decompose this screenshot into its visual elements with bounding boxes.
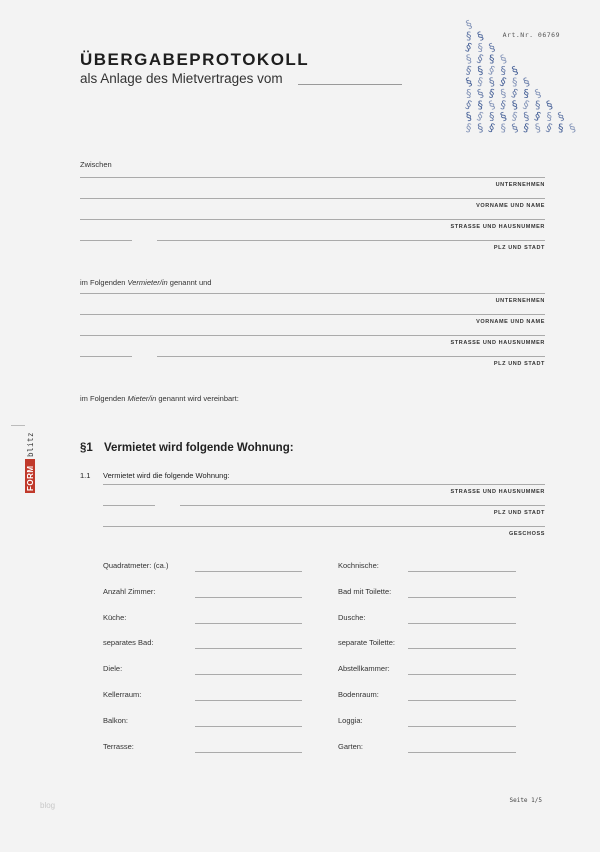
- paragraph-glyph: §: [464, 63, 473, 78]
- section-1-heading: [80, 442, 294, 454]
- paragraph-glyph: §: [546, 110, 552, 123]
- paragraph-glyph: §: [532, 86, 544, 101]
- paragraph-glyph: §: [486, 98, 498, 113]
- paragraph-glyph: §: [532, 109, 543, 124]
- feature-label-left: Küche:: [103, 612, 127, 622]
- section-1-title: Vermietet wird folgende Wohnung:: [104, 442, 294, 454]
- paragraph-glyph: §: [498, 109, 509, 124]
- paragraph-glyph: §: [543, 120, 555, 135]
- tenant-field-label: PLZ UND STADT: [493, 361, 545, 367]
- apartment-city-field[interactable]: [180, 505, 545, 506]
- feature-input-left-6[interactable]: [195, 726, 302, 727]
- feature-label-left: Anzahl Zimmer:: [103, 586, 156, 596]
- paragraph-logo-icon: [462, 16, 578, 136]
- apartment-field-0[interactable]: [103, 484, 545, 485]
- landlord-field-label: PLZ UND STADT: [493, 245, 545, 251]
- paragraph-glyph: §: [464, 52, 473, 66]
- paragraph-glyph: §: [510, 109, 519, 124]
- feature-input-right-2[interactable]: [408, 623, 516, 624]
- paragraph-glyph: §: [476, 63, 485, 78]
- tenant-field-label: VORNAME UND NAME: [476, 319, 545, 325]
- paragraph-glyph: §: [510, 98, 519, 112]
- feature-label-right: Bodenraum:: [338, 690, 379, 699]
- paragraph-glyph: §: [567, 121, 578, 136]
- paragraph-glyph: §: [474, 51, 486, 66]
- paragraph-glyph: §: [509, 121, 521, 136]
- paragraph-glyph: §: [466, 87, 472, 100]
- feature-input-left-0[interactable]: [195, 571, 302, 572]
- paragraph-glyph: §: [489, 52, 495, 66]
- between-label: Zwischen: [80, 160, 112, 169]
- tenant-city-field[interactable]: [157, 356, 545, 357]
- tenant-field-label: UNTERNEHMEN: [495, 298, 545, 304]
- feature-input-left-5[interactable]: [195, 700, 302, 701]
- paragraph-glyph: §: [463, 75, 475, 90]
- tenant-field-label: STRASSE UND HAUSNUMMER: [450, 340, 545, 346]
- feature-label-right: Dusche:: [338, 612, 366, 622]
- paragraph-glyph: §: [477, 41, 483, 54]
- paragraph-glyph: §: [487, 86, 496, 101]
- subsection-number: 1.1: [80, 471, 91, 480]
- feature-label-right: Abstellkammer:: [338, 664, 390, 674]
- feature-label-right: Bad mit Toilette:: [338, 586, 392, 596]
- subsection-text: Vermietet wird die folgende Wohnung:: [103, 471, 230, 480]
- paragraph-glyph: §: [500, 64, 506, 77]
- tenant-zip-field[interactable]: [80, 356, 132, 357]
- paragraph-glyph: §: [466, 29, 472, 43]
- paragraph-glyph: §: [500, 121, 506, 135]
- feature-label-left: Terrasse:: [103, 741, 134, 751]
- paragraph-glyph: §: [523, 87, 529, 100]
- paragraph-glyph: §: [486, 63, 497, 78]
- feature-input-right-5[interactable]: [408, 700, 516, 701]
- paragraph-glyph: §: [512, 75, 518, 89]
- apartment-field-label: STRASSE UND HAUSNUMMER: [450, 489, 545, 495]
- apartment-field-label: PLZ UND STADT: [493, 510, 545, 516]
- paragraph-glyph: §: [476, 121, 485, 135]
- landlord-field-label: STRASSE UND HAUSNUMMER: [450, 224, 545, 230]
- feature-input-left-2[interactable]: [195, 623, 302, 624]
- feature-input-right-0[interactable]: [408, 571, 516, 572]
- section-1-number: §1: [80, 442, 93, 454]
- paragraph-glyph: §: [522, 121, 531, 135]
- brand-text-form: FORM: [26, 465, 35, 491]
- landlord-field-2[interactable]: [80, 219, 545, 220]
- page-number: Seite 1/5: [509, 797, 542, 804]
- article-number: Art.Nr. 06769: [502, 31, 560, 39]
- paragraph-glyph: §: [533, 121, 542, 135]
- paragraph-glyph: §: [535, 98, 541, 112]
- tenant-role-text: im Folgenden Mieter/in genannt wird vereinbart:: [80, 394, 239, 403]
- feature-input-left-7[interactable]: [195, 752, 302, 753]
- paragraph-glyph: §: [558, 121, 564, 135]
- feature-label-left: Quadratmeter: (ca.): [103, 561, 169, 570]
- landlord-zip-field[interactable]: [80, 240, 132, 241]
- feature-input-left-1[interactable]: [195, 597, 302, 598]
- formblitz-logo: [23, 425, 37, 495]
- tenant-field-1[interactable]: [80, 314, 545, 315]
- feature-label-left: Kellerraum:: [103, 690, 142, 699]
- paragraph-glyph: §: [475, 86, 486, 101]
- paragraph-glyph: §: [464, 121, 473, 135]
- landlord-city-field[interactable]: [157, 240, 545, 241]
- paragraph-glyph: §: [522, 109, 531, 124]
- paragraph-glyph: §: [497, 74, 509, 89]
- paragraph-glyph: §: [499, 98, 508, 112]
- tenant-field-2[interactable]: [80, 335, 545, 336]
- document-title: ÜBERGABEPROTOKOLL: [80, 50, 310, 69]
- feature-input-left-3[interactable]: [195, 648, 302, 649]
- paragraph-glyph: §: [498, 52, 509, 67]
- paragraph-glyph: §: [476, 75, 485, 89]
- paragraph-glyph: §: [486, 40, 498, 55]
- paragraph-glyph: §: [499, 86, 508, 101]
- landlord-role-text: im Folgenden Vermieter/in genannt und: [80, 278, 212, 287]
- paragraph-glyph: §: [489, 110, 495, 123]
- feature-label-left: Balkon:: [103, 715, 129, 725]
- feature-label-left: separates Bad:: [103, 638, 154, 648]
- paragraph-glyph: §: [474, 109, 486, 124]
- feature-label-right: separate Toilette:: [338, 638, 395, 648]
- feature-label-right: Kochnische:: [338, 561, 379, 570]
- paragraph-glyph: §: [463, 40, 474, 55]
- paragraph-glyph: §: [477, 98, 483, 112]
- tenant-field-0[interactable]: [80, 293, 545, 294]
- paragraph-glyph: §: [487, 75, 496, 89]
- paragraph-glyph: §: [464, 109, 473, 124]
- watermark: blog: [40, 801, 56, 810]
- document-subtitle: als Anlage des Mietvertrages vom: [80, 71, 283, 86]
- feature-label-right: Garten:: [338, 741, 364, 751]
- paragraph-glyph: §: [509, 86, 520, 101]
- feature-input-left-4[interactable]: [195, 674, 302, 675]
- landlord-field-label: VORNAME UND NAME: [476, 203, 545, 209]
- landlord-field-0[interactable]: [80, 177, 545, 178]
- paragraph-glyph: §: [520, 97, 532, 112]
- contract-date-field[interactable]: [298, 84, 402, 85]
- apartment-field-2[interactable]: [103, 526, 545, 527]
- feature-input-right-6[interactable]: [408, 726, 516, 727]
- apartment-field-label: GESCHOSS: [509, 531, 545, 537]
- feature-label-right: Loggia:: [338, 715, 363, 725]
- paragraph-glyph: §: [509, 63, 521, 78]
- paragraph-glyph: §: [475, 29, 486, 44]
- paragraph-glyph: §: [544, 98, 555, 113]
- paragraph-glyph: §: [521, 75, 532, 90]
- feature-input-right-3[interactable]: [408, 648, 516, 649]
- landlord-field-1[interactable]: [80, 198, 545, 199]
- feature-input-right-7[interactable]: [408, 752, 516, 753]
- feature-label-left: Diele:: [103, 664, 123, 674]
- feature-input-right-1[interactable]: [408, 597, 516, 598]
- apartment-zip-field[interactable]: [103, 505, 155, 506]
- feature-input-right-4[interactable]: [408, 674, 516, 675]
- paragraph-glyph: §: [463, 17, 475, 32]
- landlord-field-label: UNTERNEHMEN: [495, 182, 545, 188]
- paragraph-glyph: §: [486, 120, 497, 135]
- paragraph-glyph: §: [463, 97, 474, 112]
- brand-text-blitz: blitz: [26, 431, 35, 457]
- paragraph-glyph: §: [555, 109, 567, 124]
